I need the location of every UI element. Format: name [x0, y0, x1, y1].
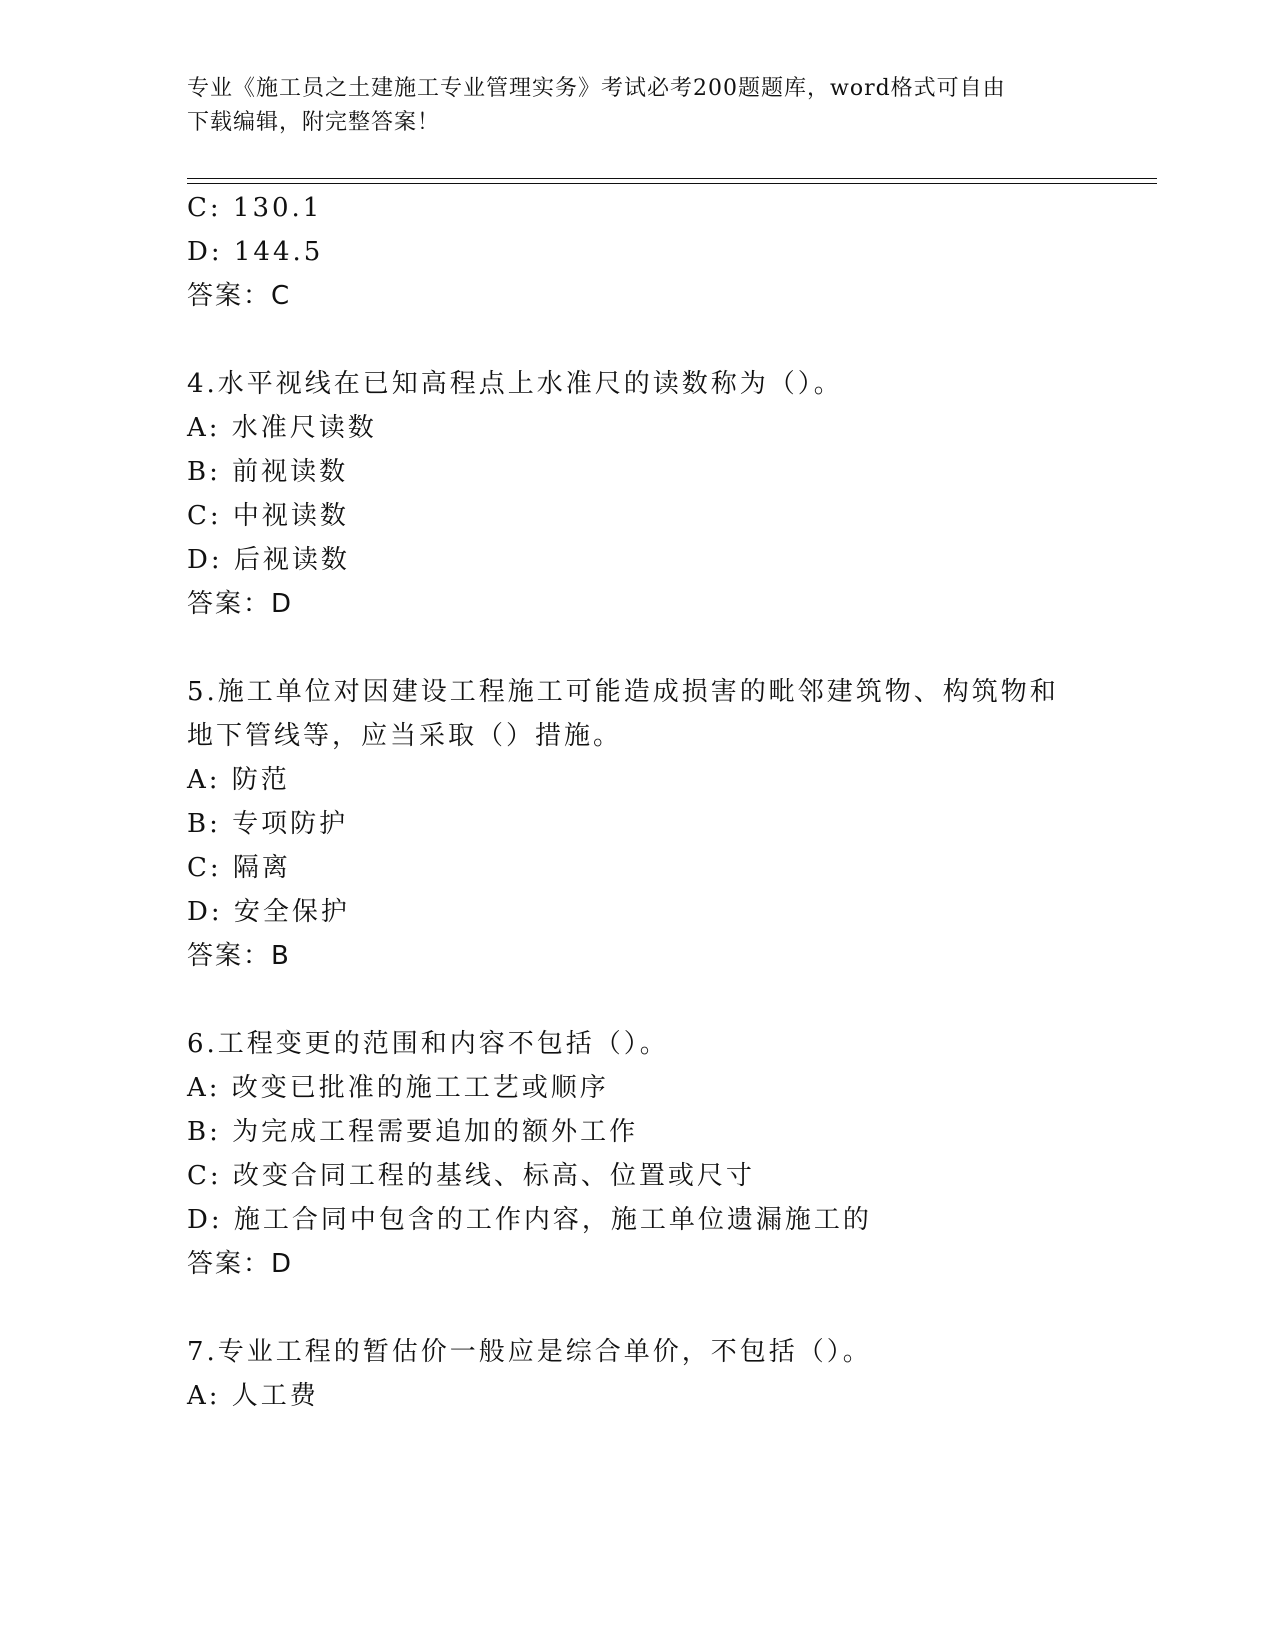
- q4-option-d: D: 后视读数: [187, 545, 350, 575]
- q4-answer: 答案：D: [187, 589, 294, 619]
- q5-answer: 答案：B: [187, 941, 291, 971]
- q5-option-a: A: 防范: [187, 765, 290, 795]
- q5-stem-line1: 5.施工单位对因建设工程施工可能造成损害的毗邻建筑物、构筑物和: [187, 677, 1059, 707]
- q4-stem: 4.水平视线在已知高程点上水准尺的读数称为（）。: [187, 369, 843, 399]
- q7-stem: 7.专业工程的暂估价一般应是综合单价，不包括（）。: [187, 1337, 872, 1367]
- q3-option-d: D: 144.5: [187, 237, 324, 267]
- q5-stem-line2: 地下管线等，应当采取（）措施。: [187, 721, 623, 751]
- q7-option-a: A: 人工费: [187, 1381, 319, 1411]
- header-divider-bottom: [187, 183, 1157, 184]
- q3-answer: 答案：C: [187, 281, 292, 311]
- document-header: [187, 72, 1067, 140]
- q5-option-d: D: 安全保护: [187, 897, 350, 927]
- header-divider-top: [187, 178, 1157, 179]
- q5-option-b: B: 专项防护: [187, 809, 349, 839]
- q6-stem: 6.工程变更的范围和内容不包括（）。: [187, 1029, 669, 1059]
- q6-option-a: A: 改变已批准的施工工艺或顺序: [187, 1073, 609, 1103]
- header-title-line2: 下载编辑，附完整答案！: [187, 110, 441, 135]
- header-title-line1: 专业《施工员之土建施工专业管理实务》考试必考200题题库，word格式可自由: [187, 76, 1006, 101]
- q6-option-c: C: 改变合同工程的基线、标高、位置或尺寸: [187, 1161, 755, 1191]
- q6-option-b: B: 为完成工程需要追加的额外工作: [187, 1117, 639, 1147]
- q4-option-a: A: 水准尺读数: [187, 413, 377, 443]
- q5-option-c: C: 隔离: [187, 853, 291, 883]
- q4-option-c: C: 中视读数: [187, 501, 349, 531]
- q4-option-b: B: 前视读数: [187, 457, 349, 487]
- q6-answer: 答案：D: [187, 1249, 294, 1279]
- q3-option-c: C: 130.1: [187, 193, 323, 223]
- q6-option-d: D: 施工合同中包含的工作内容，施工单位遗漏施工的: [187, 1205, 872, 1235]
